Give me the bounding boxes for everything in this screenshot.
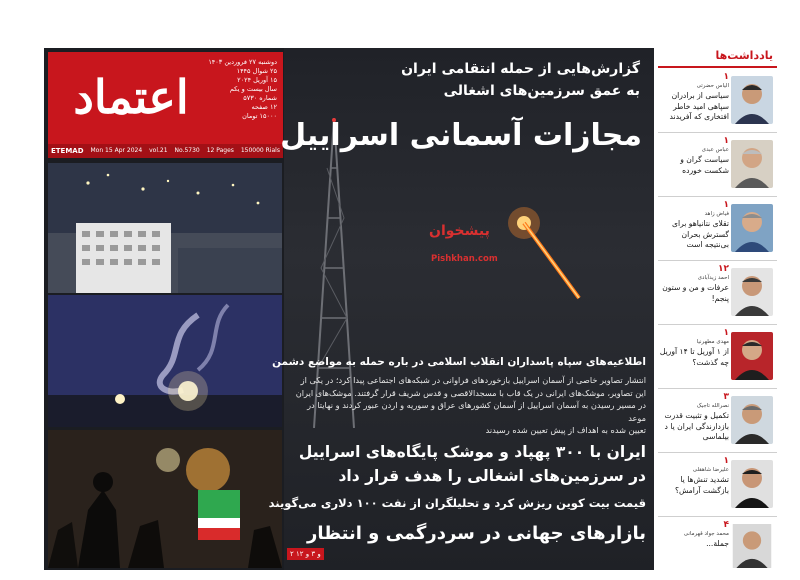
- news-headline-markets: بازارهای جهانی در سردرگمی و انتظار: [306, 523, 646, 544]
- news-headline-drones-line1: ایران با ۳۰۰ پهپاد و موشک پایگاه‌های اسراییل: [298, 443, 646, 461]
- lead-article-line1: انتشار تصاویر خاصی از آسمان اسراییل بازخوردهای فراوانی در شبکه‌های اجتماعی پیدا کرد؛ در یکی از: [300, 375, 646, 385]
- issue-number: شماره ۵۷۳۰: [243, 94, 277, 102]
- lead-article-line2: این تصاویر، موشک‌های ایرانی در یک قاب با مسجدالاقصی و قدس شریف قرار گرفتند. موشک‌های ایران: [295, 387, 646, 398]
- note-title: از ۱ آوریل تا ۱۴ آوریل چه گذشت؟: [659, 347, 729, 367]
- lead-article-line4: تعیین شده به اهداف از پیش تعیین شده رسیدند: [485, 425, 646, 435]
- page-reference-badge: ۲ و ۳ و ۱۲: [287, 548, 324, 560]
- note-author: فیاض زاهد: [704, 211, 729, 217]
- photo-interception-image: [48, 295, 282, 427]
- english-volume: vol.21: [149, 147, 168, 154]
- note-author: محمد جواد قهرمانی: [683, 531, 729, 537]
- masthead: [48, 52, 283, 158]
- author-portrait: [731, 268, 773, 316]
- note-page-number: ۴: [723, 520, 729, 530]
- author-portrait: [731, 140, 773, 188]
- note-item: [658, 454, 777, 517]
- hero-surtitle-line1: گزارش‌هایی از حمله انتقامی ایران: [401, 61, 640, 77]
- volume: سال بیست و یکم: [229, 85, 277, 93]
- note-page-number: ۱۲: [718, 264, 729, 274]
- photo-celebration-crowd: [48, 430, 282, 568]
- note-item: [658, 262, 777, 325]
- photo-building-image: [48, 163, 282, 293]
- note-author: احمد زیدآبادی: [697, 275, 729, 281]
- note-item: [658, 134, 777, 197]
- note-author: مهدی مطهرنیا: [696, 339, 729, 345]
- note-title: تقلای نتانیاهو برای گسترش بحران بی‌نتیجه است: [672, 219, 729, 249]
- date-gregorian: ۱۵ آوریل ۲۰۲۴: [237, 76, 277, 84]
- price: ۱۵۰۰۰ تومان: [242, 112, 277, 120]
- newspaper-page: [44, 48, 777, 570]
- newspaper-logo: اعتماد: [73, 70, 189, 124]
- lead-article-headline: اطلاعیه‌های سپاه پاسداران انقلاب اسلامی در باره حمله به مواضع دشمن: [272, 356, 646, 368]
- english-issue: No.5730: [174, 147, 200, 154]
- author-portrait: [731, 460, 773, 508]
- english-name: ETEMAD: [51, 147, 84, 155]
- photo-interception-night: [48, 295, 282, 427]
- author-portrait: [731, 332, 773, 380]
- news-headline-bitcoin: قیمت بیت کوین ریزش کرد و تحلیلگران از نفت ۱۰۰ دلاری می‌گویند: [268, 496, 646, 510]
- note-page-number: ۳: [723, 392, 729, 402]
- note-author: نصرالله تاجیک: [696, 403, 729, 409]
- masthead-strip: [48, 144, 283, 158]
- watermark-url: Pishkhan.com: [431, 254, 498, 264]
- hero-surtitle: [310, 58, 640, 102]
- english-price: 150000 Rials: [240, 147, 280, 154]
- note-page-number: ۱: [723, 72, 729, 82]
- notes-sidebar: [658, 48, 777, 570]
- masthead-info: [207, 58, 277, 121]
- photo-missiles-over-building: [48, 163, 282, 293]
- note-item: [658, 198, 777, 261]
- lead-article-body: [288, 374, 646, 437]
- note-author: عباس عبدی: [701, 147, 729, 153]
- photo-crowd-image: [48, 430, 282, 568]
- note-page-number: ۱: [723, 200, 729, 210]
- news-headline-drones: [296, 440, 646, 488]
- english-pages: 12 Pages: [206, 147, 234, 154]
- note-title: تشدید تنش‌ها یا بازگشت آرامش؟: [674, 475, 729, 495]
- lead-article-line3: در مسیر رسیدن به آسمان اسراییل از آسمان کشورهای عراق و سوریه و اردن عبور کردند و نهایتا در موعد: [307, 400, 646, 423]
- note-item: [658, 70, 777, 133]
- notes-sidebar-title: یادداشت‌ها: [715, 49, 773, 62]
- hero-surtitle-line2: به عمق سرزمین‌های اشغالی: [443, 83, 640, 99]
- author-portrait: [731, 396, 773, 444]
- missile-trail-image: [484, 188, 604, 308]
- english-date: Mon 15 Apr 2024: [90, 147, 143, 154]
- note-item: [658, 326, 777, 389]
- note-item: [658, 518, 777, 580]
- notes-sidebar-header: [658, 48, 777, 68]
- note-title: سیاست گران و شکست خورده: [680, 155, 729, 175]
- note-author: الیاس حضرتی: [696, 83, 729, 89]
- page-count: ۱۲ صفحه: [251, 103, 277, 111]
- author-portrait: [731, 204, 773, 252]
- hero-area: [268, 48, 654, 570]
- date-hijri: ۲۵ شوال ۱۴۴۵: [236, 67, 277, 75]
- note-title: جملة...: [706, 539, 729, 548]
- watermark-text: پیشخوان: [429, 223, 490, 239]
- note-title: سیاسی از برادران سپاهی امید خاطر افتخاری که آفریدند: [669, 91, 729, 121]
- date-persian: دوشنبه ۲۷ فروردین ۱۴۰۳: [208, 58, 277, 66]
- note-page-number: ۱: [723, 456, 729, 466]
- note-author: علیرضا شاهقلی: [692, 467, 729, 473]
- hero-headline: مجازات آسمانی اسراییل: [280, 118, 642, 153]
- note-title: تکمیل و تثبیت قدرت بازدارندگی ایران یا د بیلماسی: [664, 411, 729, 441]
- author-portrait: [731, 524, 773, 568]
- front-page: [44, 48, 654, 570]
- note-page-number: ۱: [723, 136, 729, 146]
- note-page-number: ۱: [723, 328, 729, 338]
- news-headline-drones-line2: در سرزمین‌های اشغالی را هدف قرار داد: [338, 467, 646, 485]
- note-title: عرفات و من و ستون پنجم!: [662, 283, 729, 303]
- note-item: [658, 390, 777, 453]
- author-portrait: [731, 76, 773, 124]
- lead-article: [272, 354, 646, 437]
